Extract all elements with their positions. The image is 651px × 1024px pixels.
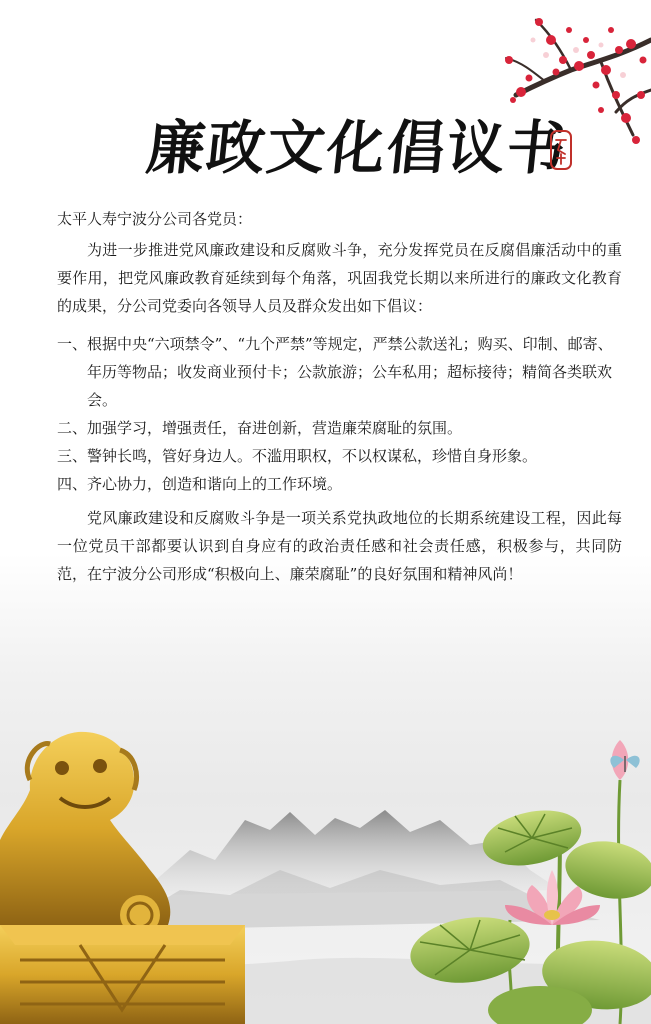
scenery-decoration — [0, 720, 651, 1024]
intro-paragraph: 为进一步推进党风廉政建设和反腐败斗争，充分发挥党员在反腐倡廉活动中的重要作用，把党风廉政教育延续到每个角落，巩固我党长期以来所进行的廉政文化教育的成果，分公司党委向各领导人员及群众发出如下倡议： — [57, 241, 622, 315]
list-item: 三、警钟长鸣，管好身边人。不滥用职权，不以权谋私，珍惜自身形象。 — [57, 447, 538, 465]
proposal-list — [57, 330, 622, 498]
list-item: 四、齐心协力，创造和谐向上的工作环境。 — [57, 475, 343, 493]
proposal-body — [57, 205, 622, 588]
list-item: 二、加强学习，增强责任，奋进创新，营造廉荣腐耻的氛围。 — [57, 419, 463, 437]
page-title: 廉政文化倡议书 — [143, 114, 571, 182]
greeting: 太平人寿宁波分公司各党员： — [57, 210, 253, 228]
red-seal-icon — [550, 130, 572, 170]
closing-paragraph: 党风廉政建设和反腐败斗争是一项关系党执政地位的长期系统建设工程，因此每一位党员干部都要认识到自身应有的政治责任感和社会责任感，积极参与，共同防范，在宁波分公司形成“积极向上、廉荣腐耻”的良好氛围和精神风尚！ — [57, 509, 622, 583]
list-item: 一、根据中央“六项禁令”、“九个严禁”等规定，严禁公款送礼；购买、印制、邮寄、年历等物品；收发商业预付卡；公款旅游；公车私用；超标接待；精简各类联欢会。 — [57, 335, 613, 409]
title-area — [0, 112, 651, 192]
